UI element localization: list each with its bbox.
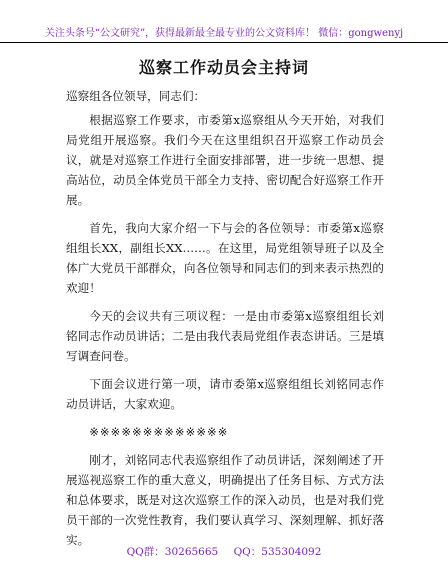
header-note: 关注头条号“公文研究”，获得最新最全最专业的公文资料库！ 微信：gongwenyj bbox=[44, 28, 404, 39]
closing-paragraph: 刚才，刘铭同志代表巡察组作了动员讲话，深刻阐述了开展巡视巡察工作的重大意义，明确提出了任务目标、方式方法和总体要求，既是对这次巡察工作的深入动员，也是对我们党员干部的一次党性教育，我们要认真学习、深刻理解、抓好落实。 bbox=[66, 453, 384, 547]
footer-qq: QQ：535304092 bbox=[233, 546, 322, 558]
document-body bbox=[66, 86, 384, 558]
paragraph-1: 根据巡察工作要求，市委第x巡察组从今天开始，对我们局党组开展巡察。我们今天在这里组织召开巡察工作动员会议，就是对巡察工作进行全面安排部署，进一步统一思想、提高站位，动员全体党员干部全力支持、密切配合好巡察工作开展。 bbox=[66, 113, 384, 207]
footer-contact bbox=[0, 544, 448, 559]
paragraph-4: 下面会议进行第一项，请市委第x巡察组组长刘铭同志作动员讲话，大家欢迎。 bbox=[66, 377, 384, 411]
footer-qq-group: QQ群：30265665 bbox=[126, 546, 219, 558]
separator: ※※※※※※※※※※※※※ bbox=[89, 425, 229, 439]
document-title: 巡察工作动员会主持词 bbox=[138, 58, 309, 77]
header-divider bbox=[0, 42, 448, 43]
paragraph-2: 首先，我向大家介绍一下与会的各位领导：市委第x巡察组组长XX，副组长XX……。在这里，局党组领导班子以及全体广大党员干部群众，向各位领导和同志们的到来表示热烈的欢迎！ bbox=[66, 221, 384, 295]
salutation: 巡察组各位领导，同志们： bbox=[66, 89, 206, 103]
paragraph-3: 今天的会议共有三项议程：一是由市委第x巡察组组长刘铭同志作动员讲话；二是由我代表局党组作表态讲话。三是填写调查问卷。 bbox=[66, 309, 384, 363]
